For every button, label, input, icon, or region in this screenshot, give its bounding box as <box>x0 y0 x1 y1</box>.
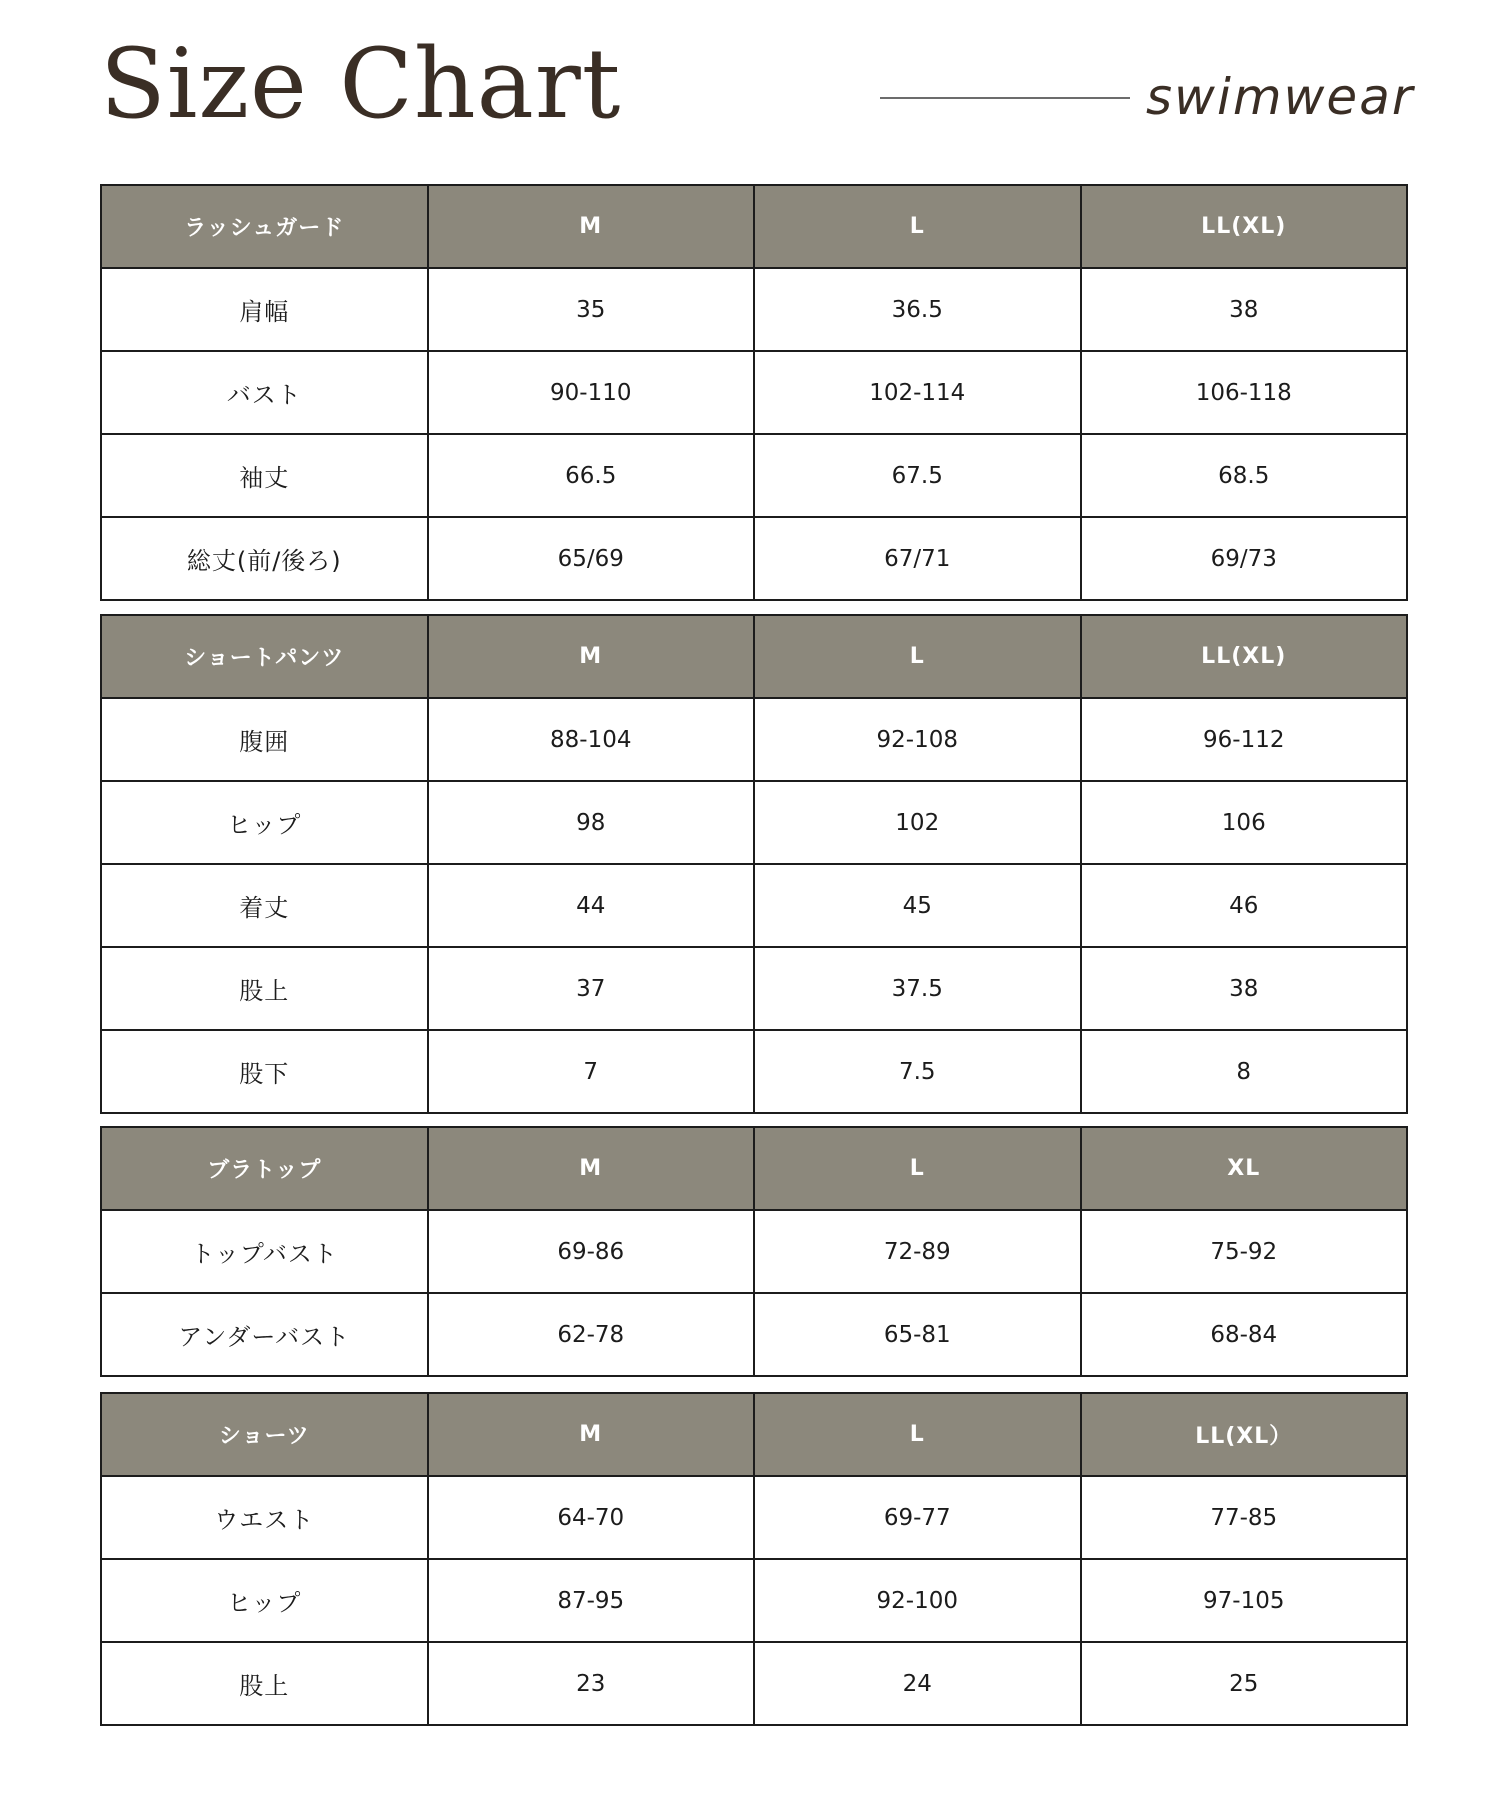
category-header: ブラトップ <box>101 1127 428 1210</box>
size-header: L <box>754 1127 1081 1210</box>
measurement-value: 62-78 <box>428 1293 755 1376</box>
measurement-label: 股下 <box>101 1030 428 1113</box>
category-header: ショーツ <box>101 1393 428 1476</box>
table-row <box>101 1030 1407 1113</box>
measurement-value: 72-89 <box>754 1210 1081 1293</box>
page-title: Size Chart <box>100 28 622 140</box>
measurement-value: 7 <box>428 1030 755 1113</box>
measurement-value: 97-105 <box>1081 1559 1408 1642</box>
measurement-label: トップバスト <box>101 1210 428 1293</box>
measurement-value: 69/73 <box>1081 517 1408 600</box>
measurement-label: ヒップ <box>101 781 428 864</box>
table-header-row <box>101 1127 1407 1210</box>
measurement-value: 69-77 <box>754 1476 1081 1559</box>
size-table-rashguard <box>100 184 1408 601</box>
measurement-value: 96-112 <box>1081 698 1408 781</box>
measurement-value: 92-108 <box>754 698 1081 781</box>
measurement-label: 総丈(前/後ろ) <box>101 517 428 600</box>
measurement-value: 66.5 <box>428 434 755 517</box>
decorative-divider <box>880 97 1130 99</box>
measurement-label: 股上 <box>101 1642 428 1725</box>
page-header <box>0 0 1500 150</box>
measurement-value: 90-110 <box>428 351 755 434</box>
size-header: M <box>428 615 755 698</box>
table-row <box>101 1210 1407 1293</box>
size-table-bra-top <box>100 1126 1408 1377</box>
measurement-value: 38 <box>1081 947 1408 1030</box>
measurement-value: 44 <box>428 864 755 947</box>
measurement-value: 36.5 <box>754 268 1081 351</box>
measurement-value: 92-100 <box>754 1559 1081 1642</box>
table-row <box>101 947 1407 1030</box>
size-header: L <box>754 185 1081 268</box>
measurement-label: 腹囲 <box>101 698 428 781</box>
measurement-value: 8 <box>1081 1030 1408 1113</box>
measurement-value: 25 <box>1081 1642 1408 1725</box>
size-header: LL(XL) <box>1081 185 1408 268</box>
measurement-label: バスト <box>101 351 428 434</box>
measurement-value: 67.5 <box>754 434 1081 517</box>
measurement-value: 68.5 <box>1081 434 1408 517</box>
table-row <box>101 1642 1407 1725</box>
measurement-value: 88-104 <box>428 698 755 781</box>
size-header: XL <box>1081 1127 1408 1210</box>
size-table-short-pants <box>100 614 1408 1114</box>
table-header-row <box>101 1393 1407 1476</box>
measurement-value: 65-81 <box>754 1293 1081 1376</box>
table-header-row <box>101 615 1407 698</box>
measurement-value: 37 <box>428 947 755 1030</box>
measurement-label: 着丈 <box>101 864 428 947</box>
table-row <box>101 268 1407 351</box>
category-header: ショートパンツ <box>101 615 428 698</box>
measurement-label: アンダーバスト <box>101 1293 428 1376</box>
measurement-value: 69-86 <box>428 1210 755 1293</box>
size-table-shorts <box>100 1392 1408 1726</box>
measurement-label: 股上 <box>101 947 428 1030</box>
measurement-label: 袖丈 <box>101 434 428 517</box>
measurement-label: 肩幅 <box>101 268 428 351</box>
size-header: M <box>428 185 755 268</box>
table-row <box>101 517 1407 600</box>
measurement-value: 46 <box>1081 864 1408 947</box>
table-row <box>101 698 1407 781</box>
measurement-value: 64-70 <box>428 1476 755 1559</box>
measurement-value: 102-114 <box>754 351 1081 434</box>
size-header: LL(XL） <box>1081 1393 1408 1476</box>
category-header: ラッシュガード <box>101 185 428 268</box>
size-header: M <box>428 1127 755 1210</box>
measurement-value: 37.5 <box>754 947 1081 1030</box>
measurement-value: 87-95 <box>428 1559 755 1642</box>
measurement-value: 38 <box>1081 268 1408 351</box>
measurement-value: 24 <box>754 1642 1081 1725</box>
measurement-value: 35 <box>428 268 755 351</box>
table-row <box>101 1476 1407 1559</box>
measurement-value: 106-118 <box>1081 351 1408 434</box>
table-row <box>101 434 1407 517</box>
measurement-value: 7.5 <box>754 1030 1081 1113</box>
table-row <box>101 1559 1407 1642</box>
page-subtitle: swimwear <box>1146 68 1415 126</box>
table-row <box>101 864 1407 947</box>
measurement-value: 45 <box>754 864 1081 947</box>
measurement-value: 98 <box>428 781 755 864</box>
size-header: L <box>754 1393 1081 1476</box>
size-header: LL(XL) <box>1081 615 1408 698</box>
measurement-value: 23 <box>428 1642 755 1725</box>
measurement-value: 77-85 <box>1081 1476 1408 1559</box>
table-row <box>101 1293 1407 1376</box>
table-header-row <box>101 185 1407 268</box>
measurement-value: 75-92 <box>1081 1210 1408 1293</box>
measurement-label: ウエスト <box>101 1476 428 1559</box>
table-row <box>101 781 1407 864</box>
measurement-value: 65/69 <box>428 517 755 600</box>
table-row <box>101 351 1407 434</box>
measurement-value: 67/71 <box>754 517 1081 600</box>
measurement-value: 106 <box>1081 781 1408 864</box>
measurement-value: 68-84 <box>1081 1293 1408 1376</box>
measurement-label: ヒップ <box>101 1559 428 1642</box>
measurement-value: 102 <box>754 781 1081 864</box>
size-header: M <box>428 1393 755 1476</box>
size-header: L <box>754 615 1081 698</box>
